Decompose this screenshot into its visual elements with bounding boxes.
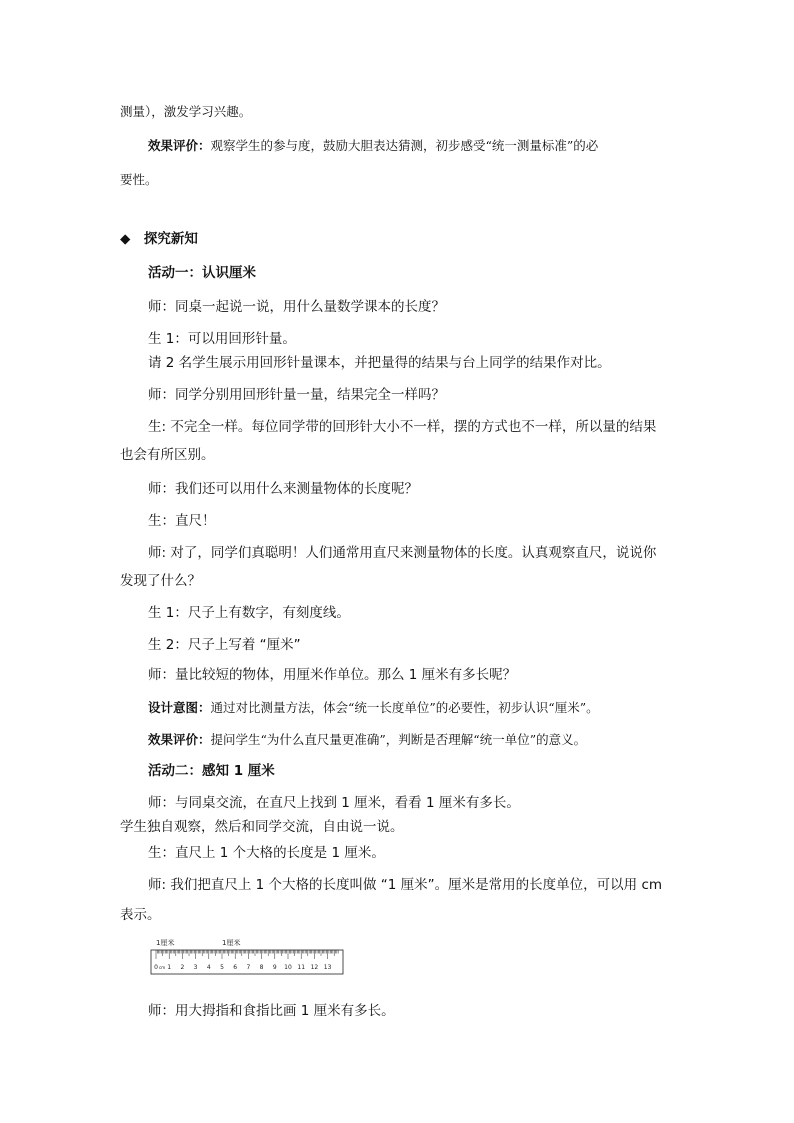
- ruler-number: 7: [246, 964, 251, 971]
- paragraph-20: [148, 762, 275, 780]
- paragraph-label: 活动二：感知 1 厘米: [148, 763, 275, 779]
- paragraph-text: 师：我们还可以用什么来测量物体的长度呢？: [148, 481, 418, 497]
- ruler-number: 1: [167, 964, 172, 971]
- ruler-number: 6: [233, 964, 238, 971]
- paragraph-21: [148, 794, 520, 812]
- paragraph-9: [148, 418, 656, 436]
- paragraph-14: [120, 572, 201, 590]
- ruler-number: 11: [297, 964, 306, 971]
- paragraph-text: 生 2：尺子上写着 “厘米”: [148, 637, 301, 653]
- paragraph-8: [148, 386, 445, 404]
- paragraph-text: 表示。: [120, 907, 161, 923]
- paragraph-15: [148, 604, 350, 622]
- paragraph-text: 观察学生的参与度，鼓励大胆表达猜测，初步感受“统一测量标准”的必: [210, 138, 599, 153]
- paragraph-text: 生：直尺！: [148, 513, 216, 529]
- paragraph-5: [148, 298, 445, 316]
- paragraph-10: [120, 446, 215, 464]
- paragraph-4: [148, 264, 256, 282]
- paragraph-3: [120, 230, 198, 248]
- ruler-unit: cm: [159, 965, 166, 970]
- paragraph-text: 提问学生“为什么直尺量更准确”，判断是否理解“统一单位”的意义。: [210, 732, 587, 747]
- paragraph-label: 效果评价：: [148, 732, 211, 747]
- paragraph-label: 设计意图：: [148, 700, 211, 715]
- ruler-figure: [148, 936, 348, 978]
- ruler-number: 3: [193, 964, 198, 971]
- paragraph-text: 师: 我们把直尺上 1 个大格的长度叫做 “1 厘米”。厘米是常用的长度单位，可以用 cm: [148, 877, 663, 893]
- paragraph-text: 测量）: [120, 104, 152, 119]
- paragraph-text: 生 1：可以用回形针量。: [148, 331, 296, 347]
- paragraph-text: 师：用大拇指和食指比画 1 厘米有多长。: [148, 1003, 395, 1019]
- paragraph-text: 通过对比测量方法，体会“统一长度单位”的必要性，初步认识“厘米”。: [210, 700, 599, 715]
- paragraph-text: 生：直尺上 1 个大格的长度是 1 厘米。: [148, 845, 385, 861]
- paragraph-6: [148, 330, 296, 348]
- paragraph-16: [148, 636, 301, 654]
- ruler-number: 13: [323, 964, 332, 971]
- paragraph-text: 师：同学分别用回形针量一量，结果完全一样吗？: [148, 387, 445, 403]
- paragraph-2: [120, 171, 158, 189]
- paragraph-text: ，激发学习兴趣。: [151, 104, 252, 119]
- paragraph-1: [148, 137, 598, 155]
- paragraph-7: [148, 354, 611, 372]
- paragraph-22: [120, 818, 404, 836]
- paragraph-label: 效果评价：: [148, 138, 211, 153]
- ruler-label-left: 1厘米: [156, 939, 175, 947]
- ruler-number: 4: [206, 964, 211, 971]
- paragraph-25: [120, 906, 161, 924]
- paragraph-text: 师：量比较短的物体，用厘米作单位。那么 1 厘米有多长呢？: [148, 667, 517, 683]
- paragraph-0: [120, 103, 251, 121]
- ruler-number: 8: [259, 964, 264, 971]
- ruler-label-right: 1厘米: [222, 939, 241, 947]
- paragraph-19: [148, 731, 586, 749]
- paragraph-text: 请 2 名学生展示用回形针量课本，并把量得的结果与台上同学的结果作对比。: [148, 355, 611, 371]
- ruler-number: 2: [180, 964, 185, 971]
- paragraph-text: 师: 对了，同学们真聪明！人们通常用直尺来测量物体的长度。认真观察直尺，说说你: [148, 545, 657, 561]
- ruler-number: 12: [310, 964, 319, 971]
- paragraph-26: [148, 1002, 395, 1020]
- ruler-number: 10: [284, 964, 292, 971]
- paragraph-23: [148, 844, 385, 862]
- paragraph-24: [148, 876, 662, 894]
- paragraph-text: 师：与同桌交流，在直尺上找到 1 厘米，看看 1 厘米有多长。: [148, 795, 520, 811]
- paragraph-18: [148, 699, 599, 717]
- paragraph-text: 生 1：尺子上有数字，有刻度线。: [148, 605, 350, 621]
- paragraph-label: 活动一：认识厘米: [148, 265, 256, 281]
- paragraph-11: [148, 480, 418, 498]
- ruler-number: 0: [154, 964, 158, 971]
- paragraph-12: [148, 512, 216, 530]
- paragraph-17: [148, 666, 516, 684]
- paragraph-text: 师：同桌一起说一说，用什么量数学课本的长度？: [148, 299, 445, 315]
- paragraph-13: [148, 544, 656, 562]
- ruler-number: 5: [220, 964, 224, 971]
- paragraph-text: 要性。: [120, 172, 158, 187]
- paragraph-text: 也会有所区别。: [120, 447, 215, 463]
- paragraph-label: ◆ 探究新知: [120, 231, 198, 247]
- ruler-number: 9: [272, 964, 277, 971]
- paragraph-text: 生: 不完全一样。每位同学带的回形针大小不一样，摆的方式也不一样，所以量的结果: [148, 419, 657, 435]
- paragraph-text: 发现了什么？: [120, 573, 201, 589]
- paragraph-text: 学生独自观察，然后和同学交流，自由说一说。: [120, 819, 404, 835]
